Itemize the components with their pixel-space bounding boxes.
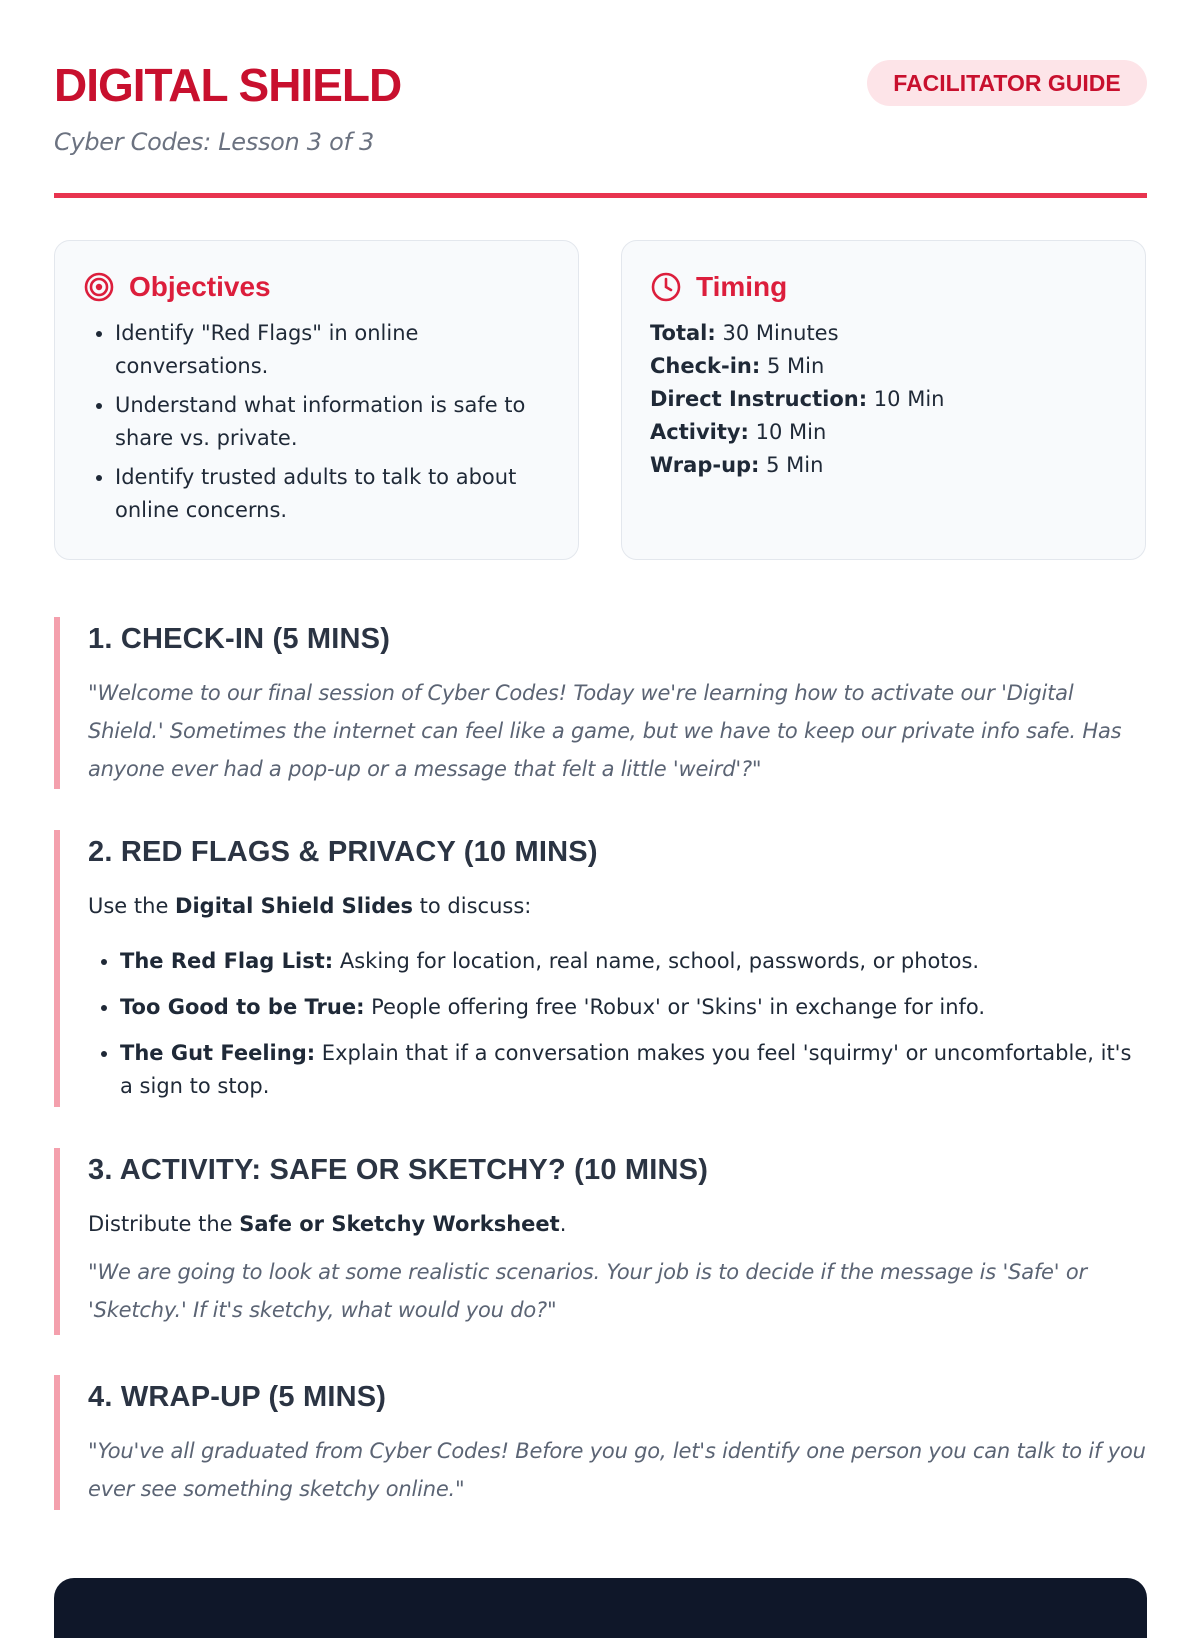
- section-title: 1. CHECK-IN (5 MINS): [88, 623, 391, 655]
- timing-value: 5 Min: [766, 453, 824, 477]
- item-label: Too Good to be True:: [120, 995, 365, 1019]
- overview-cards: [54, 240, 1147, 562]
- section-activity: [54, 1148, 1147, 1335]
- timing-title: Timing: [696, 271, 788, 302]
- item-text: People offering free 'Robux' or 'Skins' in exchange for info.: [364, 995, 986, 1019]
- item-label: The Red Flag List:: [120, 949, 334, 973]
- timing-value: 10 Min: [755, 420, 827, 444]
- timing-row-activity: [650, 416, 1117, 449]
- timing-card: [621, 240, 1146, 560]
- page-title: DIGITAL SHIELD: [54, 59, 402, 111]
- script-quote: "Welcome to our final session of Cyber Codes! Today we're learning how to activate our 'Digital Shield.' Sometimes the internet can feel like a game, but we have to keep our private info safe. Has anyone ever had a pop-up or a message that felt a little 'weird'?": [88, 681, 1122, 781]
- objectives-card: [54, 240, 579, 560]
- intro-text: Use the: [88, 894, 176, 918]
- list-item: [120, 1037, 1147, 1103]
- objectives-list: [83, 317, 550, 527]
- timing-value: 10 Min: [873, 387, 945, 411]
- guide-header: [54, 0, 1147, 200]
- timing-card-header: [650, 267, 1117, 307]
- item-text: Asking for location, real name, school, passwords, or photos.: [333, 949, 980, 973]
- intro-text: Distribute the: [88, 1212, 240, 1236]
- discussion-list: [88, 945, 1147, 1103]
- intro-material: Safe or Sketchy Worksheet: [239, 1212, 560, 1236]
- objective-item: • Identify "Red Flags" in online conversations.: [115, 317, 550, 383]
- objectives-card-header: [83, 267, 550, 307]
- timing-label: Check-in:: [650, 354, 761, 378]
- objective-item: • Identify trusted adults to talk to about online concerns.: [115, 461, 550, 527]
- timing-value: 5 Min: [766, 354, 825, 378]
- list-item: [120, 991, 1147, 1024]
- facilitator-guide-badge: FACILITATOR GUIDE: [867, 60, 1147, 106]
- timing-row-check-in: [650, 350, 1117, 383]
- timing-label: Direct Instruction:: [650, 387, 868, 411]
- intro-material: Digital Shield Slides: [175, 894, 413, 918]
- section-red-flags: [54, 830, 1147, 1107]
- header-divider: [54, 193, 1147, 198]
- script-quote: "You've all graduated from Cyber Codes! Before you go, let's identify one person you can talk to if you ever see something sketchy online.": [88, 1439, 1146, 1501]
- item-text: Explain that if a conversation makes you feel 'squirmy' or uncomfortable, it's a sign to stop.: [120, 1041, 1132, 1098]
- section-intro: [88, 891, 1147, 921]
- timing-label: Total:: [650, 321, 716, 345]
- section-title: 2. RED FLAGS & PRIVACY (10 MINS): [88, 836, 598, 868]
- intro-text: .: [559, 1212, 567, 1236]
- timing-label: Activity:: [650, 420, 749, 444]
- timing-value: 30 Minutes: [722, 321, 839, 345]
- timing-list: [650, 317, 1117, 482]
- page-subtitle: Cyber Codes: Lesson 3 of 3: [54, 128, 374, 156]
- objectives-title: Objectives: [129, 271, 271, 302]
- timing-row-total: [650, 317, 1117, 350]
- timing-row-direct-instruction: [650, 383, 1117, 416]
- item-label: The Gut Feeling:: [120, 1041, 316, 1065]
- target-icon: [83, 271, 115, 303]
- timing-row-wrap-up: [650, 449, 1117, 482]
- section-check-in: [54, 617, 1147, 789]
- section-title: 4. WRAP-UP (5 MINS): [88, 1381, 387, 1413]
- section-intro: [88, 1209, 1147, 1239]
- footer-bar: [54, 1578, 1147, 1638]
- objective-item: • Understand what information is safe to share vs. private.: [115, 389, 550, 455]
- lesson-guide-page: [54, 0, 1147, 1501]
- intro-text: to discuss:: [412, 894, 532, 918]
- timing-label: Wrap-up:: [650, 453, 760, 477]
- clock-icon: [650, 271, 682, 303]
- list-item: [120, 945, 1147, 978]
- script-quote: "We are going to look at some realistic scenarios. Your job is to decide if the message is 'Safe' or 'Sketchy.' If it's sketchy, what would you do?": [88, 1260, 1087, 1322]
- section-wrap-up: [54, 1375, 1147, 1510]
- section-title: 3. ACTIVITY: SAFE OR SKETCHY? (10 MINS): [88, 1154, 709, 1186]
